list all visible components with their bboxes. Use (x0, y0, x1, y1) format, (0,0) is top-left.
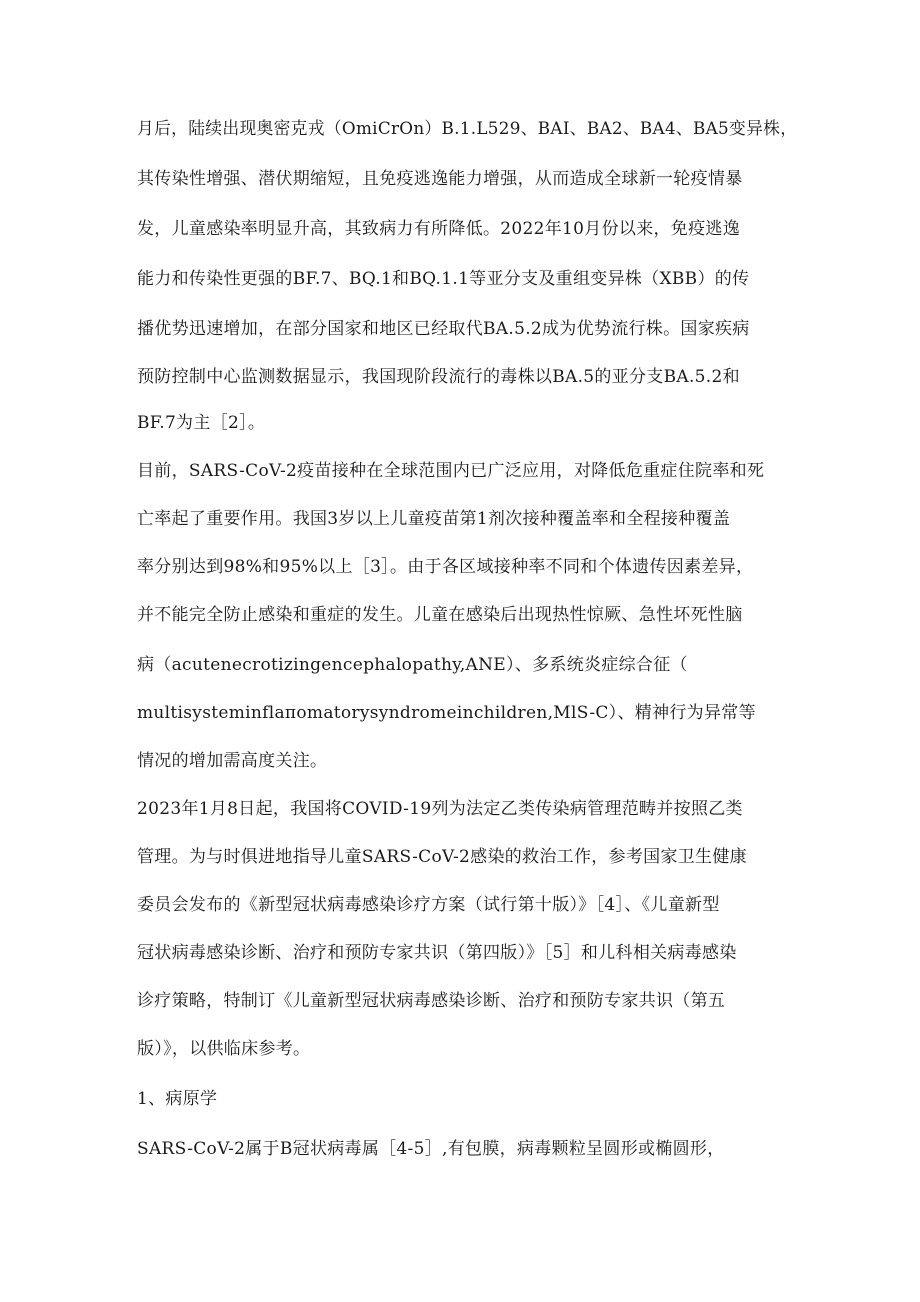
paragraph-3-line-4: 冠状病毒感染诊断、治疗和预防专家共识（第四版）》［5］和儿科相关病毒感染 (137, 943, 737, 963)
paragraph-1-line-2: 其传染性增强、潜伏期缩短，且免疫逃逸能力增强，从而造成全球新一轮疫情暴 (137, 169, 743, 189)
section-heading: 1、病原学 (137, 1089, 218, 1109)
paragraph-1-line-5: 播优势迅速增加，在部分国家和地区已经取代BA.5.2成为优势流行株。国家疾病 (137, 319, 750, 339)
paragraph-2-line-3: 率分别达到98%和95%以上［3］。由于各区域接种率不同和个体遗传因素差异， (137, 557, 754, 577)
paragraph-1-line-1: 月后，陆续出现奥密克戎（OmiCrOn）B.1.L529、BAI、BA2、BA4、BA5变异株， (137, 119, 798, 139)
paragraph-2-line-4: 并不能完全防止感染和重症的发生。儿童在感染后出现热性惊厥、急性坏死性脑 (137, 605, 743, 625)
paragraph-3-line-2: 管理。为与时俱进地指导儿童SARS-CoV-2感染的救治工作，参考国家卫生健康 (137, 847, 747, 867)
paragraph-1-line-4: 能力和传染性更强的BF.7、BQ.1和BQ.1.1等亚分支及重组变异株（XBB）的传 (137, 269, 750, 289)
paragraph-1-line-6: 预防控制中心监测数据显示，我国现阶段流行的毒株以BA.5的亚分支BA.5.2和 (137, 367, 740, 387)
paragraph-2-line-5: 病（acutenecrotizingencephalopathy,ANE）、多系统炎症综合征（ (137, 655, 688, 675)
paragraph-3-line-3: 委员会发布的《新型冠状病毒感染诊疗方案（试行第十版）》［4］、《儿童新型 (137, 895, 720, 915)
paragraph-4-line-1: SARS-CoV-2属于B冠状病毒属［4-5］,有包膜，病毒颗粒呈圆形或椭圆形， (137, 1139, 725, 1159)
paragraph-1-line-3: 发，儿童感染率明显升高，其致病力有所降低。2022年10月份以来，免疫逃逸 (137, 219, 740, 239)
paragraph-2-line-6: multisysteminflaπomatorysyndromeinchildren,MlS-C）、精神行为异常等 (137, 703, 756, 723)
paragraph-1-line-7: BF.7为主［2］。 (137, 413, 266, 433)
paragraph-2-line-1: 目前，SARS-CoV-2疫苗接种在全球范围内已广泛应用，对降低危重症住院率和死 (137, 461, 765, 481)
paragraph-2-line-2: 亡率起了重要作用。我国3岁以上儿童疫苗第1剂次接种覆盖率和全程接种覆盖 (137, 509, 731, 529)
paragraph-2-line-7: 情况的增加需高度关注。 (137, 751, 328, 771)
paragraph-3-line-6: 版）》，以供临床参考。 (137, 1039, 311, 1059)
paragraph-3-line-5: 诊疗策略，特制订《儿童新型冠状病毒感染诊断、治疗和预防专家共识（第五 (137, 991, 726, 1011)
paragraph-3-line-1: 2023年1月8日起，我国将COVID-19列为法定乙类传染病管理范畴并按照乙类 (137, 799, 743, 819)
